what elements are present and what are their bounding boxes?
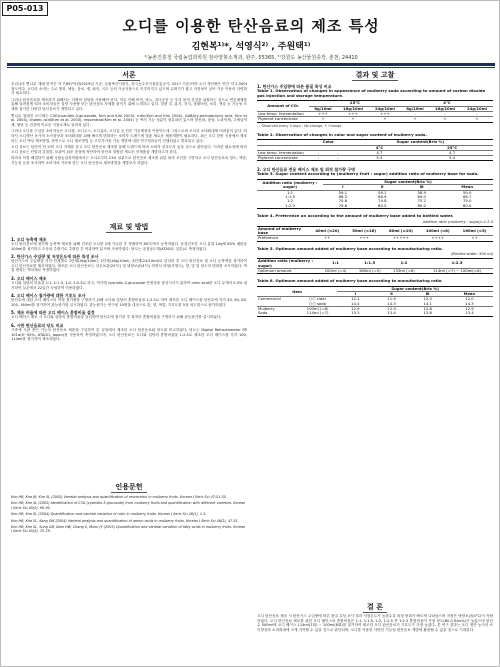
methods-subheading: 1. 오디 농축액 제조 [11, 237, 47, 242]
methods-paragraph: 탄산수에 대한 오디 베이스의 적정 첨가량을 구명하기 위해 오디와 설탕의 혼합비율을 1:2.5로 하여 제조한 오디 베이스를 탄산수에 각각 40, 60, 80, 100, 160ml를 첨가하여 관능평가를 실시하였다. 관능평가는 연구원 10명을 대상으로 맛, 향, 색깔, 기호도를 5점 척도법으로 평가하였다. [11, 298, 247, 307]
table2-cell: 4.7 [411, 150, 493, 155]
table3-cell: 58.9 [417, 189, 426, 195]
table5-row-label: Optimum amount [257, 268, 318, 273]
references-heading: 인용문헌 [11, 483, 247, 492]
table6-row-label: Mulberry [258, 306, 275, 312]
reference-item: Kim HB, Kim SL (2004) Quantification and varietal variation of rutin in mulberry fruits. Korean J Seric Sci 46(1), 1-5. [11, 512, 207, 517]
table1-cell: + [337, 117, 369, 122]
table2-subhead: 4°C [348, 145, 412, 150]
table3-subhead: Ⅱ [363, 185, 402, 190]
table2 [257, 139, 493, 161]
table3-cell: 80.0 [402, 204, 441, 209]
table5-head: 1:2 [387, 259, 421, 269]
table6-cell: 12.0 [465, 296, 474, 302]
table6-cell: 12.0 [423, 296, 432, 302]
table6-cell: 14.3 [446, 302, 493, 307]
table5-head: Addition ratio (mulberry : sugar) [257, 259, 318, 269]
table3-row-label: 1:1 [286, 189, 294, 195]
table2-head: Color [309, 140, 348, 145]
table6-row-sub: 114ml (=7) [298, 311, 337, 316]
table6-subhead: Ⅱ [373, 292, 409, 297]
table5-head: 1:2.5 [421, 259, 493, 269]
table3-cell: 75.2 [417, 198, 426, 204]
table6-cell: 12.9 [465, 306, 474, 312]
table5-cell: 114ml (=7) ~ 100ml(=8) [421, 268, 493, 273]
table3-cell: 80.5 [363, 204, 402, 209]
table4-head: 100ml (=8) [419, 226, 456, 236]
table1-cell: + [429, 117, 461, 122]
table3-cell: 68.9 [378, 194, 387, 200]
table2-caption: Table 2. Observation of changes in color and sugar content of mulberry soda. [257, 131, 427, 137]
header-divider-thin [7, 67, 495, 68]
table6-row-sub: ○○ soda [298, 302, 337, 307]
methods-subheading: 3. 오디 베이스 제조 [11, 275, 47, 281]
reference-item: Kim HB, Kim JB, Kim SL (2005) Varietal analysis and quantification of resveratrol in mulberry fruits. Korean J Seric Sci 47:51-55. [11, 495, 227, 499]
table1 [257, 100, 493, 122]
table3-cell: 68.3 [338, 194, 348, 200]
poster-authors: 김현복¹⁾*, 석영식²⁾ , 주원택¹⁾ [191, 42, 311, 52]
table2-cell: 5.4 [348, 156, 412, 161]
table1-cell: + [369, 117, 401, 122]
table6-row-sub: ○○ cidar [308, 296, 327, 302]
table6-cell: 13.3 [337, 311, 373, 316]
table5-subnote: (Bottled water: 500 ml) [450, 252, 493, 257]
table6-head: Item [257, 286, 337, 297]
table5-caption: Table 5. Optimum amount added of mulberry base according to manufacturing ratio. [257, 245, 444, 251]
methods-subheading: 6. 시판 탄산음료의 당도 비교 [11, 322, 64, 328]
table2-cell: - [309, 156, 328, 161]
methods-paragraph: 오디 탄산음료에 첨가할 농축액 제조를 위해 건조된 오디를 2배 가수한 후 착즙하여 80°C에서 농축하였다. 동결건조한 오디 분말 10g에 80% 메탄올 100ml를 첨가하고 초음파 추출기로 추출한 후 여과하여 분석에 사용하였다. 당도는 굴절당도계(ATAGO, 일본)로 측정하였다. [11, 242, 247, 251]
results-sub-2: 2. 오디 탄산음료 전용 베이스 제조 및 최적 첨가량 구명 [257, 167, 355, 173]
table1-cell: +++ [337, 112, 369, 117]
table6-cell: 14.3 [373, 302, 409, 307]
table6-cell: 14.4 [337, 302, 373, 307]
table2-subhead: 25°C [411, 145, 493, 150]
table5-cell: 200ml (=4) [318, 268, 352, 273]
intro-paragraph: 뽕나무 열매인 오디에는 C3G(cyanidin-3-glucoside, Kim and Kim 2003), rutin(Kim and Kim 2004), GABA(γ-aminobutyric acid, Kim et al. 2004), linoleic acid(Kim et al. 2003), resveratrol(Kim et al. 2005) 등 여러 기능 성분이 함유되어 있으며 항산화, 항암, 노화억제, 고혈압억제, 혈당 등 건강에 이로운 식품소재로 알려져 있다. [11, 113, 247, 127]
table6-head: Sugar content(Brix %) [337, 286, 493, 291]
table5-head: 1:1 [318, 259, 352, 269]
intro-heading: 서론 [11, 71, 247, 80]
table3-cell: 69.0 [417, 194, 426, 200]
references-section [11, 495, 247, 585]
methods-subheading: 4. 오디 베이스 첨가량에 대한 기호도 조사 [11, 293, 86, 299]
table1-subhead: 16g/10ml [429, 106, 461, 111]
results-sub-1: 1. 탄산가스 주입량에 따른 품질 특성 비교 [257, 84, 332, 89]
table4-subnote: Addition ratio (mulberry : sugar)=1:2.5 [422, 219, 493, 224]
table4-head: 40ml (=20) [309, 226, 346, 236]
table1-block [257, 81, 493, 317]
table5-head: 1:1.5 [353, 259, 387, 269]
table1-note: - : Observed every 3 days : No change, + Change [257, 123, 342, 128]
table2-cell: - [328, 150, 347, 155]
table6-cell: 12.9 [387, 306, 396, 312]
intro-paragraph: 그러나 탄산음료를 제조하기 위해서는 다량의 설탕을 사용해야 한다. 이로 인해 비만, 당뇨, 골다공증 등 우리 몸의 건강을 위협하는 것으로 연론매체를 통해 알려짐에 따라 소비자들은 설탕 사용량 또는 탄산음료 자체를 줄이기 위해 노력하고 있다. 한편 우, 휴지, 저지, 상황버섯, 보리, 생강 등 기능성 소재를 첨가한 다양한 탄산음료가 개발되고 있다. [11, 97, 247, 111]
table3-subhead: Ⅰ [323, 185, 362, 190]
table3-cell: 68.7 [463, 194, 472, 200]
results-heading: 결과 및 고찰 [257, 71, 493, 80]
table4-head: 50ml (=16) [346, 226, 383, 236]
table3-cell: 79.6 [323, 204, 362, 209]
table6-caption: Table 6. Optimum amount added of mulberry base according to manufacturing ratio [257, 278, 442, 284]
table4-cell: ++ [309, 236, 346, 241]
table4-cell: ++++ [419, 236, 456, 241]
methods-paragraph: 오디 베이스 제조 시 오디와 설탕의 혼합비율을 달리하여 탄산수에 첨가한 후 최적의 혼합비율을 구명하기 위해 관능평가를 실시하였다. [11, 315, 222, 320]
table3-caption: Table 3. Sugar content according to (mulberry fruit : sugar) addition ratio of mulberry base for soda. [257, 171, 479, 177]
conclusion-text: 오디 탄산음료 제조 시 탄산가스 주입량에 따른 품질 특성 조사 결과 저장온도가 높을수록 외형 변화가 빠르게 나타났으며 저장은 냉장보관(4°C)이 적합하였다. 오디 탄산음료 제조를 위한 오디 베이스의 혼합비율은 1:1, 1:1.5, 1:2, 1:2.5 중 1:2.5 혼합비율이 가장 당도(80.0 Brix%)가 높았으며 탄산수 500ml에 오디 베이스 114ml(7회) ~ 100ml(8회)를 첨가하여 제조한 오디 탄산음료가 기호도가 가장 높았다. 본 연구 결과는 오디 생산 농가의 소득향상과 소비확대에 크게 기여할 수 있을 것으로 판단되며, 오디를 이용한 다양한 기능성 탄산음료 개발에 활용될 수 있을 것으로 기대된다. [257, 614, 493, 632]
table6-row-label: Soda [257, 311, 298, 316]
header-divider [7, 63, 495, 66]
intro-paragraph: 따라서 이를 해결하기 위해 국립농업과학원에서는 오디로부터 C3G 성분으로 탄산음료 제조를 위한 최적 조건을 구명하고 오디 탄산음료의 당도, 색깔, 기능성 등을 조사하여 소비자의 기호에 맞는 오디 탄산음료 제조방법을 개발코자 하였다. [11, 156, 247, 165]
table1-cell: + [461, 117, 493, 122]
table6-cell: 12.1 [351, 296, 360, 302]
table6-cell: 13.4 [373, 311, 409, 316]
table3-subhead: Ⅲ [402, 185, 441, 190]
table4-cell: +++++ [383, 236, 420, 241]
table3-row-label: 1:1.5 [285, 194, 295, 200]
table3-cell: 75.0 [463, 198, 472, 204]
table2-row-label: Pigment concentrate [257, 156, 309, 161]
table3-cell: 59.0 [463, 189, 472, 195]
table1-head: 25°C [309, 101, 401, 106]
intro-paragraph: 우리나라 뽕나무 재배 면적은 약 7,697억원(2019년 기준, 농림축산식품부, 한국농수산식품유통공사, 2017 기준)이며 오디 생산량은 연간 약 2,500t 정도이다. 오디의 소비는 주로 생과, 냉동, 음료, 잼, 와인, 식초 등의 가공식품으로 이루어지고 있으며 수확기가 짧고 저장성이 낮아 가공 이용의 다양화가 필요하다. [11, 82, 247, 96]
intro-section [11, 82, 247, 218]
table6-subhead: Ⅰ [337, 292, 373, 297]
table1-head: Amount of CO₂ [257, 101, 309, 112]
table1-cell: - [429, 112, 461, 117]
table3-head: Addition ratio (mulberry : sugar) [257, 180, 323, 191]
table6-cell: 12.8 [423, 306, 432, 312]
table4-head: Amount of mulberry base [257, 226, 309, 236]
table4-caption: Table 4. Preference on according to the amount of mulberry base added to bottled water. [257, 212, 454, 218]
table2-cell: - [328, 156, 347, 161]
table5-cell: 160ml (=5) [353, 268, 387, 273]
table3-cell: 80.0 [441, 204, 493, 209]
table1-subhead: 24g/10ml [461, 106, 493, 111]
poster-id-badge: P05-013 [2, 2, 48, 16]
table1-subhead: 8g/10ml [309, 106, 337, 111]
table6-row-sub: 100ml (=8) [306, 306, 329, 312]
table1-subhead: 24g/10ml [369, 106, 401, 111]
intro-paragraph: 오디 음료는 탄산이 안 되어 오디 자체를 갖고 오디 탄산음료 제조를 통해 트렌드에 따라 소비자 선호도가 높을 것으로 판단된다. 이러한 필요성에 따라 오디 음료는 단맛과 감칠맛, 보관이 쉬운 장점에 착안하여 탄산과 결합한 새로운 신제품을 개발하고자 한다. [11, 145, 247, 154]
table3-cell: 59.1 [378, 189, 387, 195]
table4-row-label: Preference [257, 236, 309, 241]
table4-head: 160ml (=5) [456, 226, 493, 236]
methods-paragraph: 시중에 시판 중인 기능성 탄산음료 제품을 구입하여 본 실험에서 제조한 오디 탄산음료와 당도를 비교하였다. 당도는 Digital Refractometer PR 101α(0~45%, ATAGO, Japan)를 사용하여 측정하였으며, 오디 탄산음료는 오디와 설탕의 혼합비율을 1:2.5로 제조한 오디 베이스를 각각 100, 114ml를 첨가하여 제조하였다. [11, 327, 247, 342]
table1-cell: +++ [369, 112, 401, 117]
table2-cell: 5.4 [411, 156, 493, 161]
table3-subhead: Mean [441, 185, 493, 190]
table6-cell: 13.6 [410, 311, 446, 316]
table1-cell: + [401, 117, 429, 122]
table6-subhead: Mean [446, 292, 493, 297]
methods-subheading: 5. 제조 비율에 따른 오디 베이스 혼합비율 설정 [11, 310, 95, 316]
reference-item: Kim HB, Kim SL, Kang SW (2004) Varietal analysis and quantification of amino acids in mulberry fruits. Korean J Seric Sci 46(2), 47-51. [11, 518, 239, 523]
table5-cell: 133ml (=6) [387, 268, 421, 273]
table1-cell: - [401, 112, 429, 117]
table4-cell: +++ [346, 236, 383, 241]
table6 [257, 286, 493, 317]
conclusion-heading: 결 론 [257, 603, 493, 612]
table1-subhead: 8g/10ml [401, 106, 429, 111]
table4-cell: ++ [456, 236, 493, 241]
table2-row-label: Low temp. fermentation [257, 150, 309, 155]
table6-cell: 13.4 [446, 311, 493, 316]
table2-cell: - [309, 150, 328, 155]
reference-item: Kim HB, Kim SL (2003) Identification of C3G (cyanidin-3-glucoside) from mulberry fruits and quantification with different varieties. Korean J Seric Sci 45(2), 90-95. [11, 501, 246, 510]
table6-cell: 14.1 [410, 302, 446, 307]
table6-row-label: Commercial [258, 296, 281, 302]
poster-affiliation: ¹⁾농촌진흥청 국립농업과학원 잠사양봉소재과, 완주, 55365, ²⁾강원도 농산물원종장, 춘천, 24410 [144, 55, 358, 61]
table1-cell: + [309, 117, 337, 122]
methods-paragraph: 탄산가스의 주입량을 각각 단계별로 1단계(4kg/10ml), 2단계(16g/10ml), 3단계(24/10ml)로 달리한 후 오디 탄산음료 및 오디 농축액을 첨가하여 오디 탄산음료를 제조하였다. 제조된 오디 탄산음료는 상온보관(25°C) 및 냉장보관(4°C) 하면서 외형(투명도), 향, 맛 및 당도의 변화를 조사하였다. 색깔 변화는 색차계로 측정하였다. [11, 259, 247, 273]
table4 [257, 226, 493, 242]
table2-head: Sugar content(Brix %) [348, 140, 493, 145]
table1-cell: +++ [309, 112, 337, 117]
poster-title: 오디를 이용한 탄산음료의 제조 특성 [122, 17, 380, 35]
table3-row-label: 1:2.5 [257, 204, 323, 209]
table3 [257, 179, 493, 209]
reference-item: Kim HB, Kim SL, Sung GB, Nam HW, Chang S, Moon JY (2003) Quantification and varietal variation of fatty acids in mulberry fruits. Korean J Seric Sci 45(2), 75-79. [11, 525, 246, 534]
table1-row-label: Low temp. fermentation [257, 112, 309, 117]
methods-heading: 재료 및 방법 [11, 223, 247, 232]
table6-cell: 11.9 [387, 296, 396, 302]
table1-head: 4°C [401, 101, 493, 106]
table5 [257, 258, 493, 274]
table1-subhead: 16g/10ml [337, 106, 369, 111]
table2-cell: 4.7 [348, 150, 412, 155]
table3-cell: 59.1 [338, 189, 348, 195]
table6-cell: 12.9 [351, 306, 360, 312]
table3-cell: 74.8 [378, 198, 387, 204]
methods-subheading: 2. 탄산가스 주입량 및 저장온도에 따른 특성 조사 [11, 254, 99, 260]
intro-paragraph: 그러나 오디를 구입한 소비자들은 오디잼, 오디주스, 오디효소, 오디술 등 단순 가공제품을 이용하는데 그침으로써 오디의 소비확대에 어려움이 있다. 따라서 오디생산 농가의 소득향상과 소비확대를 위해 빠르게 변화하는 소비자 트렌드에 맞춘 새로운 제품개발이 필요하다. 최근 오디 한번 식품에서 제조되는 오디 액상 제조방법, 한번으로 오디 제조방법 등 고부가가치 기술 개발에 대한 연구결과들이 진행되었고 발표되고 있다. [11, 129, 247, 143]
table1-cell: - [461, 112, 493, 117]
table1-caption: Table 1. Observation of changes in appearance of mulberry soda according to amount of carbon dioxide gas injection and storage temperature. [257, 88, 486, 98]
table3-head: Sugar content(Brix %) [323, 180, 493, 185]
conclusion-section [257, 614, 493, 662]
methods-section [11, 234, 247, 456]
table3-row-label: 1:2 [286, 198, 294, 204]
methods-paragraph: 오디와 설탕의 비율을 1:1, 1:1.5, 1:2, 1:2.5로 하고, 여기에 cyanidin-3-glucoside 안정성을 향상시키기 위하여 citric acid를 오디 무게의 0.3% 첨가하여 실온에서 22일간 숙성하여 이용하였다. [11, 280, 247, 290]
table6-subhead: Ⅲ [410, 292, 446, 297]
table4-head: 80ml (=10) [383, 226, 420, 236]
table3-cell: 70.8 [338, 198, 348, 204]
table1-row-label: Pigment concentrate [257, 117, 309, 122]
